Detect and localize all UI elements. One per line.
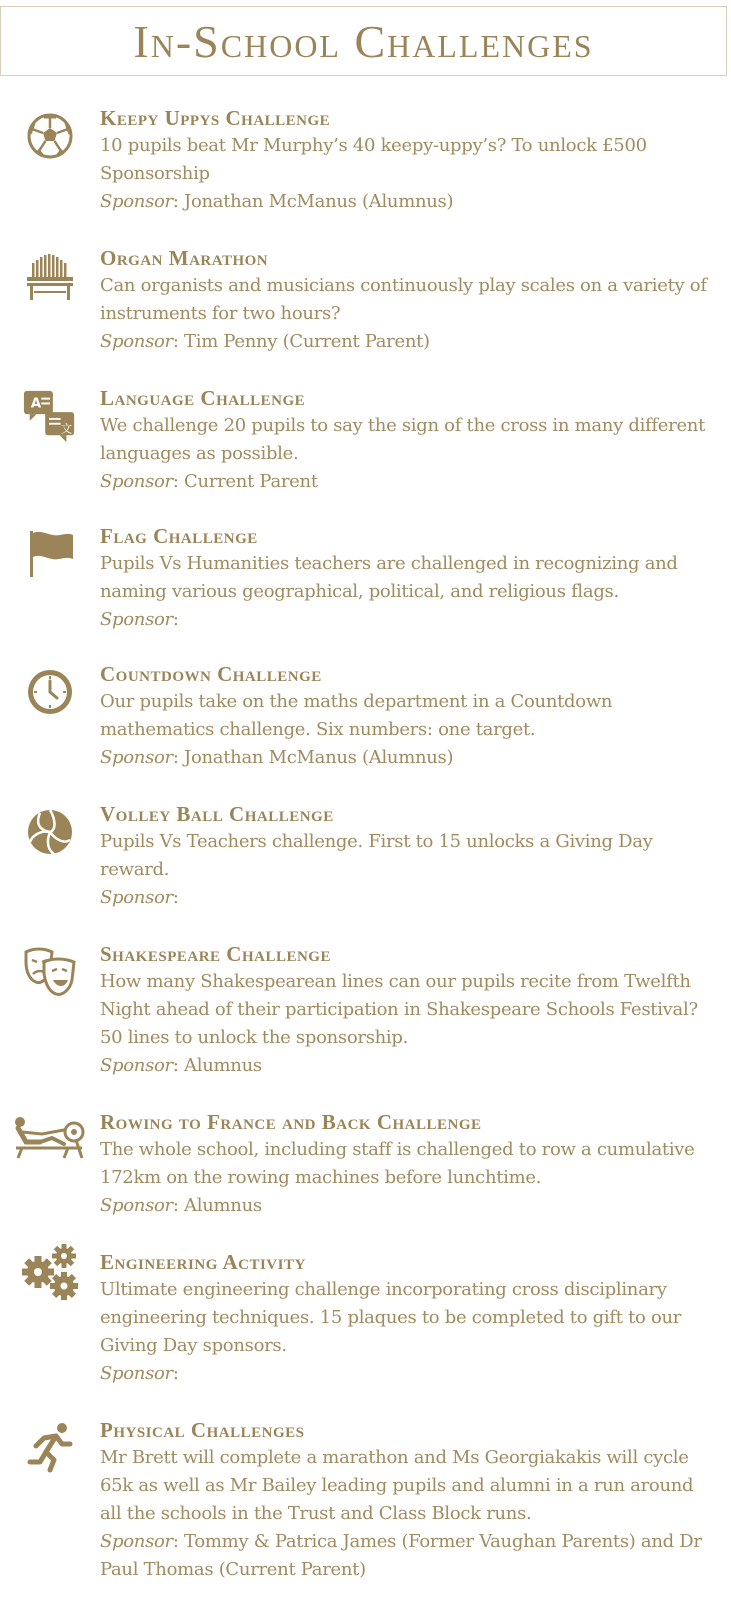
sponsor-value: : — [172, 887, 179, 908]
challenge-description: How many Shakespearean lines can our pupils recite from Twelfth Night ahead of their participation in Shakespeare Schools Festival? 50 lines to unlock the sponsorship. — [100, 971, 698, 1048]
challenge-description: Pupils Vs Teachers challenge. First to 15 unlocks a Giving Day reward. — [100, 831, 653, 880]
challenge-description: Our pupils take on the maths department in a Countdown mathematics challenge. Six numbers: one target. — [100, 691, 613, 740]
sponsor-value: : Tommy & Patrica James (Former Vaughan Parents) and Dr Paul Thomas (Current Parent) — [100, 1531, 702, 1580]
challenge-sponsor — [100, 606, 712, 634]
sponsor-label: Sponsor — [100, 1195, 173, 1216]
sponsor-label: Sponsor — [100, 887, 173, 908]
sponsor-label: Sponsor — [100, 1363, 173, 1384]
challenge-sponsor — [100, 1052, 712, 1080]
sponsor-value: : — [172, 609, 179, 630]
sponsor-label: Sponsor — [100, 191, 173, 212]
challenge-title: Physical Challenges — [100, 1418, 305, 1442]
sponsor-value: : Tim Penny (Current Parent) — [172, 331, 430, 352]
challenge-title: Flag Challenge — [100, 524, 258, 548]
challenge-sponsor — [100, 744, 712, 772]
clock-icon — [22, 664, 78, 720]
challenge-sponsor — [100, 188, 712, 216]
challenge-title: Organ Marathon — [100, 246, 269, 270]
challenge-title: Rowing to France and Back Challenge — [100, 1110, 482, 1134]
challenge-description: We challenge 20 pupils to say the sign of the cross in many different languages as possible. — [100, 415, 706, 464]
sponsor-label: Sponsor — [100, 331, 173, 352]
translate-icon — [22, 388, 78, 444]
challenge-title: Language Challenge — [100, 386, 306, 410]
sponsor-value: : Jonathan McManus (Alumnus) — [172, 191, 454, 212]
page-title: In-School Challenges — [133, 16, 594, 67]
challenge-description: Mr Brett will complete a marathon and Ms Georgiakakis will cycle 65k as well as Mr Bailey leading pupils and alumni in a run around all the schools in the Trust and Class Block runs. — [100, 1447, 694, 1524]
sponsor-label: Sponsor — [100, 1531, 173, 1552]
sponsor-label: Sponsor — [100, 1055, 173, 1076]
svg-text:文: 文 — [60, 421, 73, 436]
challenge-sponsor — [100, 1528, 712, 1584]
runner-icon — [22, 1420, 78, 1476]
challenge-description: Pupils Vs Humanities teachers are challenged in recognizing and naming various geographical, political, and religious flags. — [100, 553, 678, 602]
challenge-description: 10 pupils beat Mr Murphy’s 40 keepy-uppy’s? To unlock £500 Sponsorship — [100, 135, 647, 184]
challenge-title: Keepy Uppys Challenge — [100, 106, 331, 130]
challenge-description: Can organists and musicians continuously play scales on a variety of instruments for two hours? — [100, 275, 707, 324]
rowing-machine-icon — [12, 1112, 86, 1168]
sponsor-value: : Jonathan McManus (Alumnus) — [172, 747, 454, 768]
sponsor-value: : Current Parent — [172, 471, 318, 492]
challenge-title: Countdown Challenge — [100, 662, 322, 686]
flag-icon — [22, 526, 78, 582]
challenge-title: Shakespeare Challenge — [100, 942, 331, 966]
challenge-sponsor — [100, 328, 712, 356]
challenge-sponsor — [100, 1192, 712, 1220]
soccer-ball-icon — [22, 108, 78, 164]
sponsor-label: Sponsor — [100, 609, 173, 630]
theatre-masks-icon — [22, 944, 78, 1000]
sponsor-label: Sponsor — [100, 471, 173, 492]
challenge-description: The whole school, including staff is challenged to row a cumulative 172km on the rowing machines before lunchtime. — [100, 1139, 695, 1188]
challenge-sponsor — [100, 1360, 712, 1388]
challenge-title: Volley Ball Challenge — [100, 802, 334, 826]
sponsor-label: Sponsor — [100, 747, 173, 768]
sponsor-value: : Alumnus — [172, 1195, 262, 1216]
challenge-sponsor — [100, 884, 712, 912]
gears-icon — [22, 1242, 84, 1304]
challenge-description: Ultimate engineering challenge incorporating cross disciplinary engineering techniques. 15 plaques to be completed to gift to our Giving Day sponsors. — [100, 1279, 682, 1356]
volleyball-icon — [22, 804, 78, 860]
title-banner — [0, 6, 727, 76]
sponsor-value: : Alumnus — [172, 1055, 262, 1076]
challenge-title: Engineering Activity — [100, 1250, 306, 1274]
sponsor-value: : — [172, 1363, 179, 1384]
challenge-sponsor — [100, 468, 712, 496]
svg-text:A: A — [30, 395, 42, 412]
organ-icon — [22, 248, 78, 304]
